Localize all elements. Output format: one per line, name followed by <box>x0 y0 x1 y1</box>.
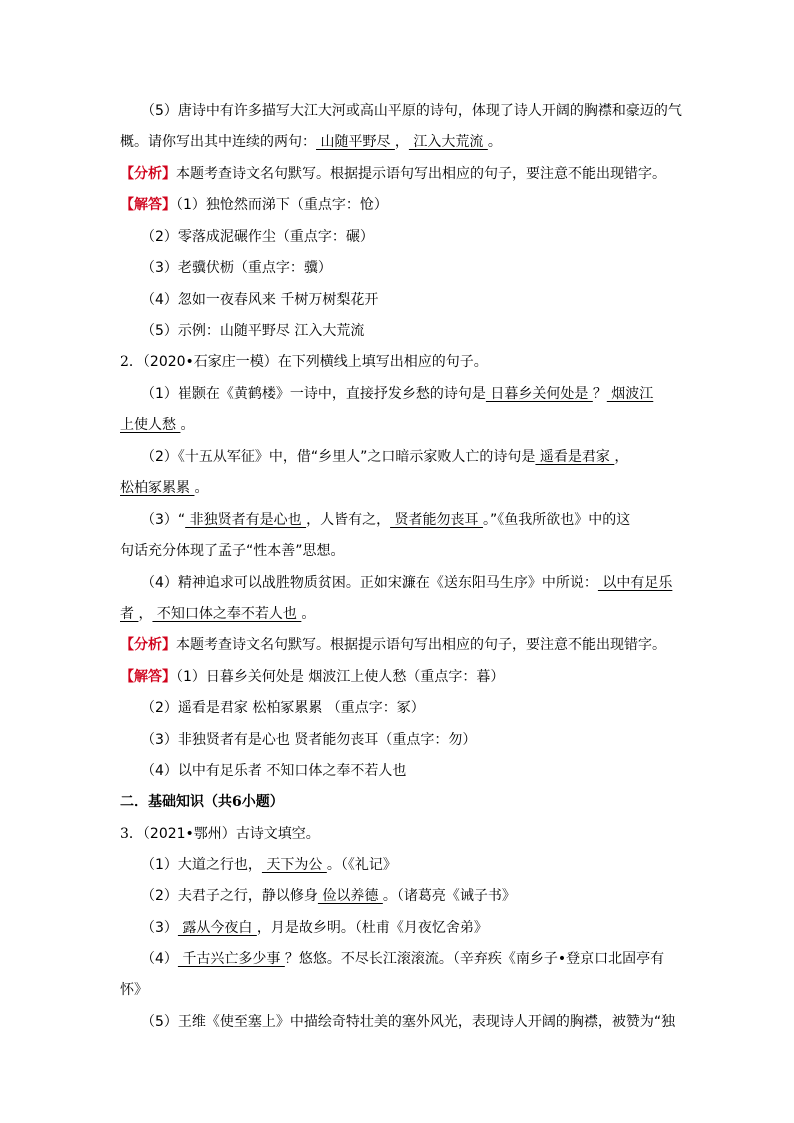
q2-header: 2．（2020•石家庄一模）在下列横线上填写出相应的句子。 <box>120 354 488 370</box>
q1-analysis: 【分析】本题考查诗文名句默写。根据提示语句写出相应的句子，要注意不能出现错字。 <box>120 166 666 182</box>
answer-blank: 上使人愁 <box>120 417 181 433</box>
q1-solution-line5: （5）示例：山随平野尽 江入大荒流 <box>141 323 365 339</box>
question-number: 3． <box>120 826 143 842</box>
q1-solution-line1: 【解答】（1）独怆然而涕下（重点字：怆） <box>120 197 388 213</box>
q2-part4-line1: （4）精神追求可以战胜物质贫困。正如宋濂在《送东阳马生序》中所说： 以中有足乐 <box>141 575 673 591</box>
q2-solution-line3: （3）非独贤者有是心也 贤者能勿丧耳（重点字：勿） <box>141 732 477 748</box>
q3-part4-line1: （4） 千古兴亡多少事 ？悠悠。不尽长江滚滚流。（辛弃疾《南乡子•登京口北固亭有 <box>141 951 665 967</box>
answer-blank: 山随平野尽 <box>316 134 395 150</box>
q2-part2-line2: 松柏冢累累 。 <box>120 480 209 496</box>
q1-solution-line3: （3）老骥伏枥（重点字：骥） <box>141 260 332 276</box>
analysis-tag: 【分析】 <box>120 637 176 653</box>
q2-analysis: 【分析】本题考查诗文名句默写。根据提示语句写出相应的句子，要注意不能出现错字。 <box>120 637 666 653</box>
q2-solution-line2: （2）遥看是君家 松柏冢累累 （重点字：冢） <box>141 700 425 716</box>
answer-blank: 松柏冢累累 <box>120 480 195 496</box>
answer-blank: 千古兴亡多少事 <box>177 951 285 967</box>
answer-blank: 遥看是君家 <box>535 449 615 465</box>
q2-part1-line2: 上使人愁 。 <box>120 417 195 433</box>
solution-tag: 【解答】 <box>120 197 176 213</box>
q3-part2: （2）夫君子之行，静以修身 俭以养德 。（诸葛亮《诫子书》 <box>141 888 516 904</box>
answer-blank: 不知口体之奉不若人也 <box>152 606 302 622</box>
answer-blank: 日暮乡关何处是 <box>485 386 593 402</box>
answer-blank: 贤者能勿丧耳 <box>390 512 483 528</box>
answer-blank: 非独贤者有是心也 <box>185 512 307 528</box>
q3-part1: （1）大道之行也， 天下为公 。（《礼记》 <box>141 857 397 873</box>
q3-part5-line1: （5）王维《使至塞上》中描绘奇特壮美的塞外风光，表现诗人开阔的胸襟，被赞为“独 <box>141 1014 676 1030</box>
section-title: 二．基础知识（共6小题） <box>120 794 284 810</box>
question-number: 2． <box>120 354 143 370</box>
q1-part5-line2: 概。请你写出其中连续的两句： 山随平野尽 ， 江入大荒流 。 <box>120 134 502 150</box>
q2-solution-line4: （4）以中有足乐者 不知口体之奉不若人也 <box>141 763 407 779</box>
answer-blank: 天下为公 <box>261 857 327 873</box>
answer-blank: 江入大荒流 <box>408 134 488 150</box>
answer-blank: 者 <box>120 606 139 622</box>
analysis-tag: 【分析】 <box>120 166 176 182</box>
solution-tag: 【解答】 <box>120 669 176 685</box>
q2-part3-line2: 句话充分体现了孟子“性本善”思想。 <box>120 543 345 559</box>
q2-part2-line1: （2）《十五从军征》中，借“乡里人”之口暗示家败人亡的诗句是 遥看是君家 ， <box>141 449 629 465</box>
answer-blank: 以中有足乐 <box>597 575 673 591</box>
q2-part3-line1: （3）“ 非独贤者有是心也 ，人皆有之， 贤者能勿丧耳 。”《鱼我所欲也》中的这 <box>141 512 631 528</box>
answer-blank: 烟波江 <box>606 386 654 402</box>
q1-solution-line2: （2）零落成泥碾作尘（重点字：碾） <box>141 229 374 245</box>
answer-blank: 俭以养德 <box>317 888 383 904</box>
q3-part3: （3） 露从今夜白 ，月是故乡明。（杜甫《月夜忆舍弟》 <box>141 920 488 936</box>
q2-solution-line1: 【解答】（1）日暮乡关何处是 烟波江上使人愁（重点字：暮） <box>120 669 505 685</box>
q3-part4-line2: 怀》 <box>120 982 148 998</box>
q2-part1-line1: （1）崔颢在《黄鹤楼》一诗中，直接抒发乡愁的诗句是 日暮乡关何处是 ？ 烟波江 <box>141 386 654 402</box>
q2-part4-line2: 者 ， 不知口体之奉不若人也 。 <box>120 606 316 622</box>
q1-part5-line1: （5）唐诗中有许多描写大江大河或高山平原的诗句，体现了诗人开阔的胸襟和豪迈的气 <box>141 103 682 119</box>
q1-solution-line4: （4）忽如一夜春风来 千树万树梨花开 <box>141 292 379 308</box>
answer-blank: 露从今夜白 <box>177 920 257 936</box>
q3-header: 3．（2021•鄂州）古诗文填空。 <box>120 826 320 842</box>
